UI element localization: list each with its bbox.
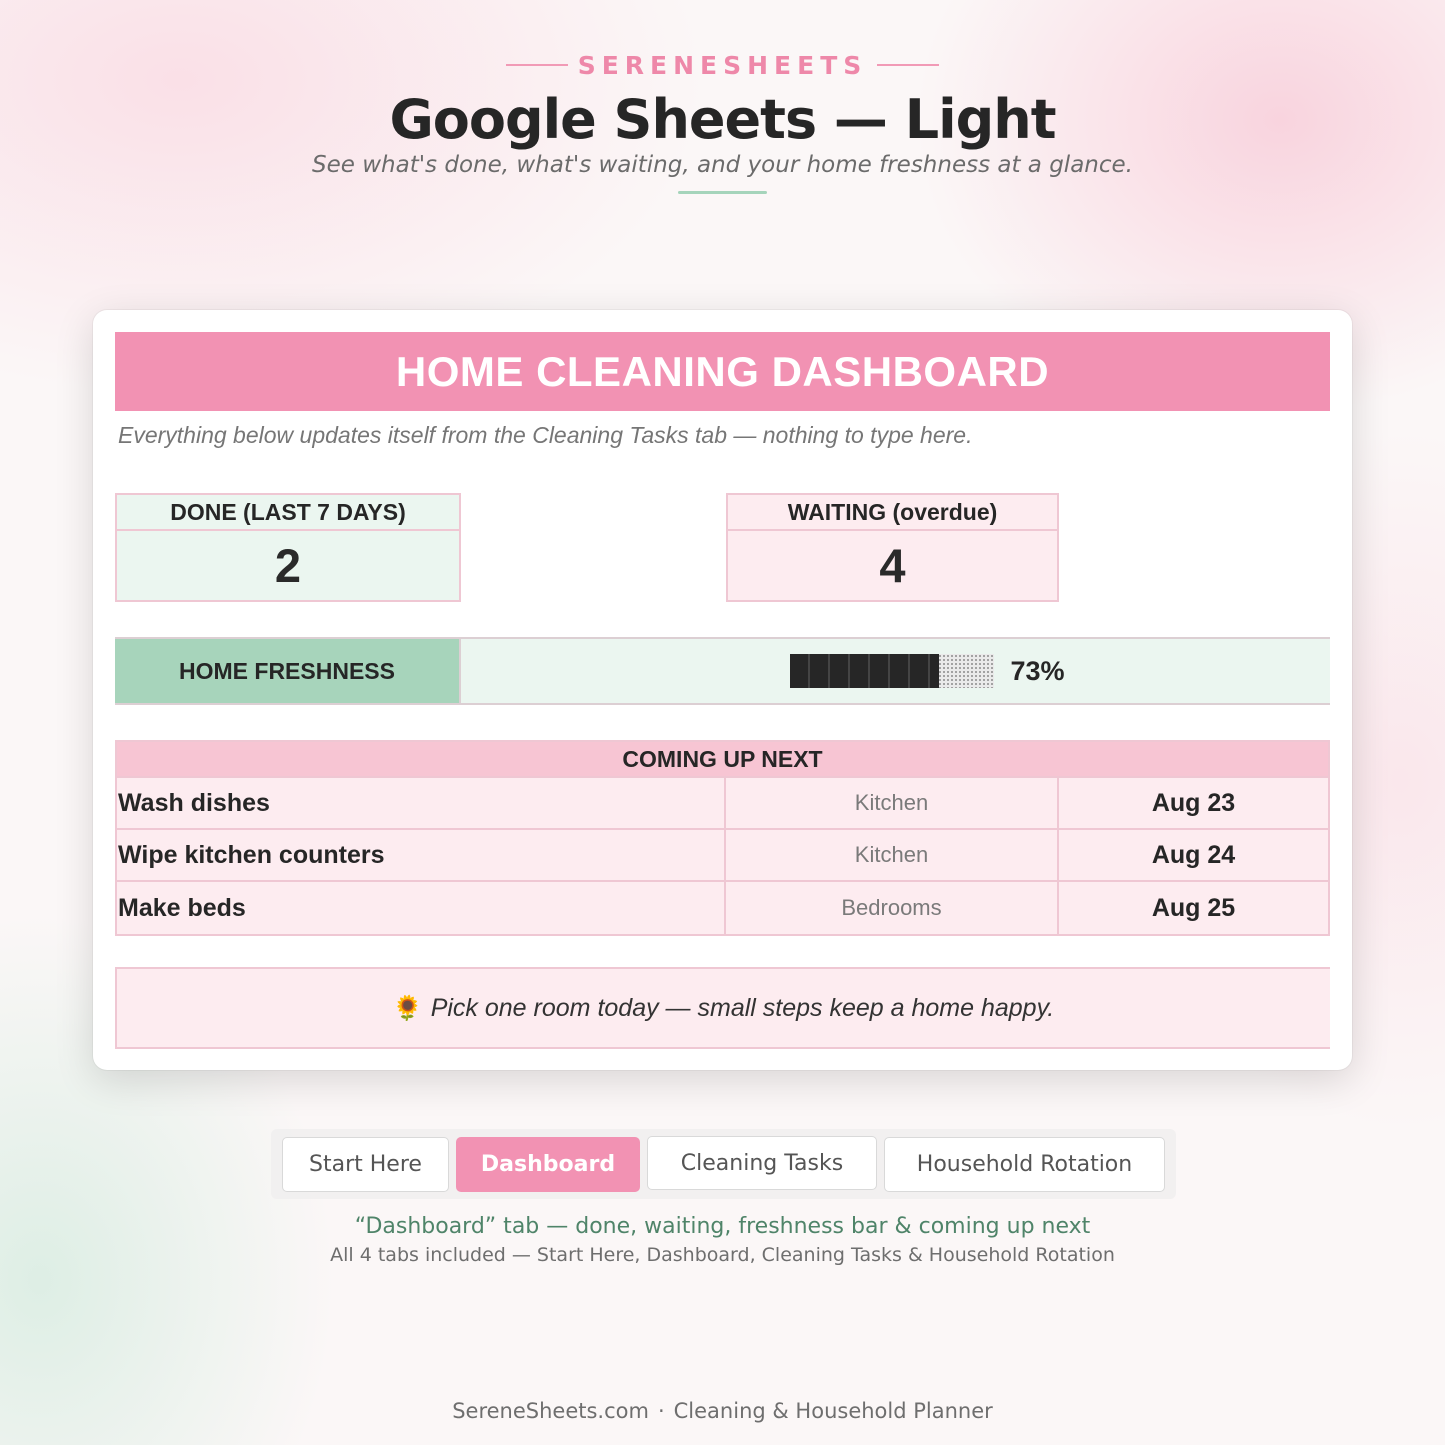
tip-banner	[115, 967, 1330, 1049]
task-cell: Make beds	[117, 882, 726, 934]
date-cell: Aug 23	[1151, 788, 1236, 817]
waiting-stat-value: 4	[879, 539, 906, 592]
freshness-cell	[461, 639, 1330, 703]
freshness-bar	[790, 654, 994, 688]
done-stat-value: 2	[274, 539, 302, 592]
tab-start-here[interactable]: Start Here	[282, 1137, 449, 1192]
footer-site: SereneSheets.com	[452, 1399, 649, 1423]
table-row	[117, 778, 1328, 830]
tab-cleaning-tasks[interactable]: Cleaning Tasks	[647, 1136, 877, 1190]
brand-name: SERENESHEETS	[577, 50, 868, 80]
dashboard-header	[115, 332, 1330, 411]
caption-secondary: All 4 tabs included — Start Here, Dashboard, Cleaning Tasks & Household Rotation	[330, 1244, 1115, 1266]
subtitle-underline	[678, 191, 767, 194]
freshness-label: HOME FRESHNESS	[115, 639, 461, 703]
task-cell: Wash dishes	[117, 778, 726, 828]
coming-up-header: COMING UP NEXT	[117, 742, 1328, 778]
dashboard-title: HOME CLEANING DASHBOARD	[395, 347, 1050, 395]
freshness-row	[115, 637, 1330, 705]
caption-primary: “Dashboard” tab — done, waiting, freshness bar & coming up next	[354, 1214, 1091, 1239]
freshness-percent: 73%	[1010, 655, 1065, 686]
tab-household-rotation[interactable]: Household Rotation	[884, 1137, 1165, 1192]
room-cell: Kitchen	[726, 778, 1059, 828]
page-title: Google Sheets — Light	[389, 88, 1056, 151]
coming-up-table	[115, 740, 1330, 936]
done-stat-label: DONE (LAST 7 DAYS)	[117, 495, 459, 531]
table-row	[117, 882, 1328, 934]
room-cell: Bedrooms	[726, 882, 1059, 934]
dashboard-note: Everything below updates itself from the Cleaning Tasks tab — nothing to type here.	[118, 422, 973, 448]
brand-line-right	[877, 64, 939, 66]
room-cell: Kitchen	[726, 830, 1059, 880]
freshness-bar-fill	[790, 654, 939, 688]
date-cell: Aug 24	[1151, 840, 1236, 869]
tip-text: Pick one room today — small steps keep a home happy.	[430, 993, 1055, 1022]
done-stat-box	[115, 493, 461, 602]
waiting-stat-label: WAITING (overdue)	[728, 495, 1057, 531]
table-row	[117, 830, 1328, 882]
brand-row	[0, 48, 1445, 82]
footer-product: Cleaning & Household Planner	[673, 1399, 993, 1423]
brand-line-left	[506, 64, 568, 66]
footer	[0, 1399, 1445, 1423]
footer-separator: ·	[657, 1399, 665, 1423]
sunflower-icon: 🌻	[392, 994, 423, 1022]
page-subtitle: See what's done, what's waiting, and your home freshness at a glance.	[312, 152, 1133, 178]
waiting-stat-box	[726, 493, 1059, 602]
task-cell: Wipe kitchen counters	[117, 830, 726, 880]
date-cell: Aug 25	[1151, 893, 1236, 922]
tab-dashboard[interactable]: Dashboard	[456, 1137, 640, 1192]
